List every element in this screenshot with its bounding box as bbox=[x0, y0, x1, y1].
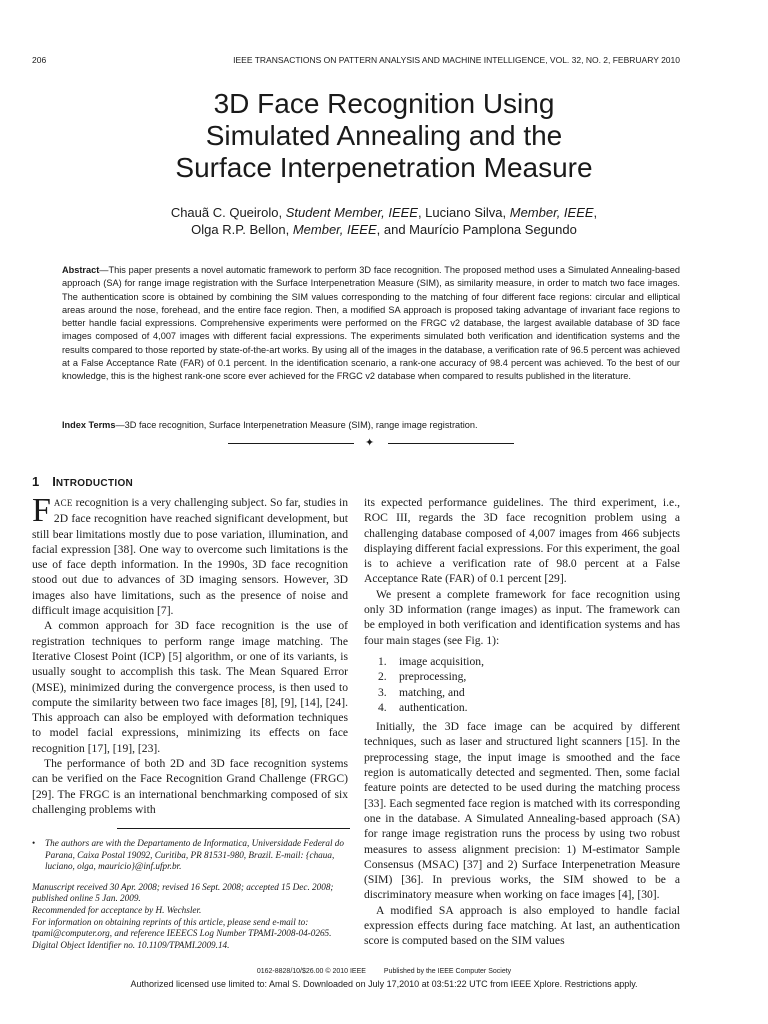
list-number: 1. bbox=[378, 654, 387, 668]
paragraph: Initially, the 3D face image can be acquired by different techniques, such as laser and structured light scanners [15]. In the preprocessing stage, the input image is smoothed and the face region is automatically detected and segmented. Then, some facial feature points are detected to be used during the matching process [33]. Each segmented face region is matched with its corresponding one in the database. A Simulated Annealing-based approach (SA) for range image registration runs the process by using two robust measures to assess alignment precision: 1) M-estimator Sample Consensus (MSAC) [37] and 2) Surface Interpenetration Measure (SIM) [36]. In previous works, the SIM showed to be a discriminatory measure when working on face images [4], [30]. bbox=[364, 720, 680, 902]
divider-line-right bbox=[388, 443, 514, 444]
list-item bbox=[378, 654, 680, 669]
footnotes bbox=[32, 838, 348, 951]
author-separator: , bbox=[593, 205, 598, 220]
index-terms-label: Index Terms bbox=[62, 420, 116, 430]
author-membership: Student Member, IEEE bbox=[285, 205, 418, 220]
list-item bbox=[378, 669, 680, 684]
paragraph: The performance of both 2D and 3D face recognition systems can be verified on the Face Recognition Grand Challenge (FRGC) [29]. The FRGC is an international benchmarking composed of six challenging problems with bbox=[32, 757, 348, 816]
section-title-rest: NTRODUCTION bbox=[55, 478, 134, 489]
right-column bbox=[364, 495, 680, 949]
footnote-manuscript: Manuscript received 30 Apr. 2008; revised 16 Sept. 2008; accepted 15 Dec. 2008; published online 5 Jan. 2009. bbox=[32, 881, 334, 904]
authorized-use-notice: Authorized licensed use limited to: Amal S. Downloaded on July 17,2010 at 03:51:22 UTC from IEEE Xplore. Restrictions apply. bbox=[130, 979, 638, 989]
author-list bbox=[0, 204, 768, 238]
paragraph bbox=[32, 492, 348, 618]
abstract-label: Abstract bbox=[62, 265, 100, 275]
list-item bbox=[378, 685, 680, 700]
list-text: image acquisition, bbox=[399, 654, 485, 668]
paper-title bbox=[0, 88, 768, 184]
publisher-notice: Published by the IEEE Computer Society bbox=[383, 968, 512, 975]
author-name: , and Maurício Pamplona Segundo bbox=[376, 222, 577, 237]
paragraph: A common approach for 3D face recognition is the use of registration techniques to perform range image matching. The Iterative Closest Point (ICP) [5] algorithm, or one of its variants, is usually sought to accomplish this task. The Mean Squared Error (MSE), minimized during the convergence process, is then used to compute the similarity between two face images [8], [9], [14], [24]. This approach can also be employed with deformation techniques to model facial expressions, minimizing its effects on face recognition [17], [19], [23]. bbox=[32, 619, 348, 755]
divider-diamond-icon: ✦ bbox=[365, 437, 375, 449]
footnote-reprints: For information on obtaining reprints of this article, please send e-mail to: tpami@computer.org, and reference IEEECS Log Number TPAMI-2008-04-0265. bbox=[32, 916, 332, 939]
page-number: 206 bbox=[32, 55, 47, 65]
footnote-doi: Digital Object Identifier no. 10.1109/TPAMI.2009.14. bbox=[32, 939, 230, 950]
footnote-recommended: Recommended for acceptance by H. Wechsler. bbox=[32, 904, 202, 915]
copyright-line bbox=[0, 968, 768, 975]
drop-cap: F bbox=[32, 492, 51, 529]
bullet-icon: • bbox=[32, 838, 36, 848]
list-text: preprocessing, bbox=[399, 670, 467, 684]
index-terms-text: —3D face recognition, Surface Interpenetration Measure (SIM), range image registration. bbox=[115, 420, 478, 430]
list-number: 3. bbox=[378, 685, 387, 699]
section-heading bbox=[32, 474, 133, 489]
author-membership: Member, IEEE bbox=[292, 222, 377, 237]
author-name: Chauã C. Queirolo, bbox=[170, 205, 286, 220]
author-line-1 bbox=[0, 204, 768, 221]
paragraph: We present a complete framework for face recognition using only 3D information (range images) as input. The framework can be employed in both verification and identification systems and has four main stages (see Fig. 1): bbox=[364, 587, 680, 647]
footnote-rule bbox=[117, 828, 350, 829]
lead-smallcaps: ACE bbox=[53, 498, 73, 508]
author-line-2 bbox=[0, 221, 768, 238]
list-number: 2. bbox=[378, 670, 387, 684]
abstract bbox=[62, 264, 680, 383]
stage-list bbox=[364, 654, 680, 715]
divider-line-left bbox=[228, 443, 354, 444]
copyright-notice: 0162-8828/10/$26.00 © 2010 IEEE bbox=[256, 968, 366, 975]
paragraph: A modified SA approach is also employed to handle facial expression effects during face matching. At last, an authentication score is computed based on the SIM values bbox=[364, 903, 680, 948]
running-head: IEEE TRANSACTIONS ON PATTERN ANALYSIS AND MACHINE INTELLIGENCE, VOL. 32, NO. 2, FEBRUARY 2010 bbox=[233, 55, 680, 65]
section-number: 1 bbox=[32, 474, 40, 489]
title-line: 3D Face Recognition Using bbox=[213, 88, 555, 119]
list-text: matching, and bbox=[399, 685, 465, 699]
title-line: Surface Interpenetration Measure bbox=[175, 152, 593, 183]
list-number: 4. bbox=[378, 700, 387, 714]
left-column bbox=[32, 492, 348, 817]
section-title-initial: I bbox=[52, 474, 56, 489]
list-text: authentication. bbox=[399, 700, 468, 714]
abstract-text: —This paper presents a novel automatic framework to perform 3D face recognition. The proposed method uses a Simulated Annealing-based approach (SA) for range image registration with the Surface Interpenetration Measure (SIM), as similarity measure, in order to match two face images. The authentication score is obtained by combining the SIM values corresponding to the matching of four different face regions: circular and elliptical areas around the nose, forehead, and the entire face region. Then, a modified SA approach is proposed taking advantage of invariant face regions to better handle facial expressions. Comprehensive experiments were performed on the FRGC v2 database, the largest available database of 3D face images composed of 4,007 images with different facial expressions. The experiments simulated both verification and identification systems and the results compared to those reported by state-of-the-art works. By using all of the images in the database, a verification rate of 96.5 percent was achieved at a False Acceptance Rate (FAR) of 0.1 percent. In the identification scenario, a rank-one accuracy of 98.4 percent was achieved. To the best of our knowledge, this is the highest rank-one score ever achieved for the FRGC v2 database when compared to results published in the literature. bbox=[62, 265, 680, 381]
list-item bbox=[378, 700, 680, 715]
paragraph: its expected performance guidelines. The third experiment, i.e., ROC III, regards the 3D face recognition problem using a challenging database composed of 4,007 images from 466 subjects displaying different facial expressions. For this experiment, the goal is to achieve a verification rate of 98.0 percent at a False Acceptance Rate (FAR) of 0.1 percent [29]. bbox=[364, 496, 680, 586]
section-divider bbox=[228, 436, 514, 450]
author-name: Olga R.P. Bellon, bbox=[191, 222, 293, 237]
paragraph-text: recognition is a very challenging subject. So far, studies in 2D face recognition have reached significant development, but still bear limitations mostly due to pose variation, illumination, and facial expression [38]. One way to overcome such limitations is the use of face depth information. In the 1990s, 3D face recognition stood out due to advances of 3D imaging sensors. However, 3D images also have limitations, such as the presence of noise and difficult image acquisition [7]. bbox=[32, 496, 348, 618]
footnote-affiliation bbox=[32, 838, 348, 873]
author-name: , Luciano Silva, bbox=[417, 205, 510, 220]
title-line: Simulated Annealing and the bbox=[205, 120, 563, 151]
footnote-text: The authors are with the Departamento de Informatica, Universidade Federal do Parana, Caixa Postal 19092, Curitiba, PR 81531-980, Brazil. E-mail: {chaua, luciano, olga, mauricio}@inf.ufpr.br. bbox=[45, 838, 344, 872]
index-terms bbox=[62, 419, 680, 432]
author-membership: Member, IEEE bbox=[509, 205, 594, 220]
